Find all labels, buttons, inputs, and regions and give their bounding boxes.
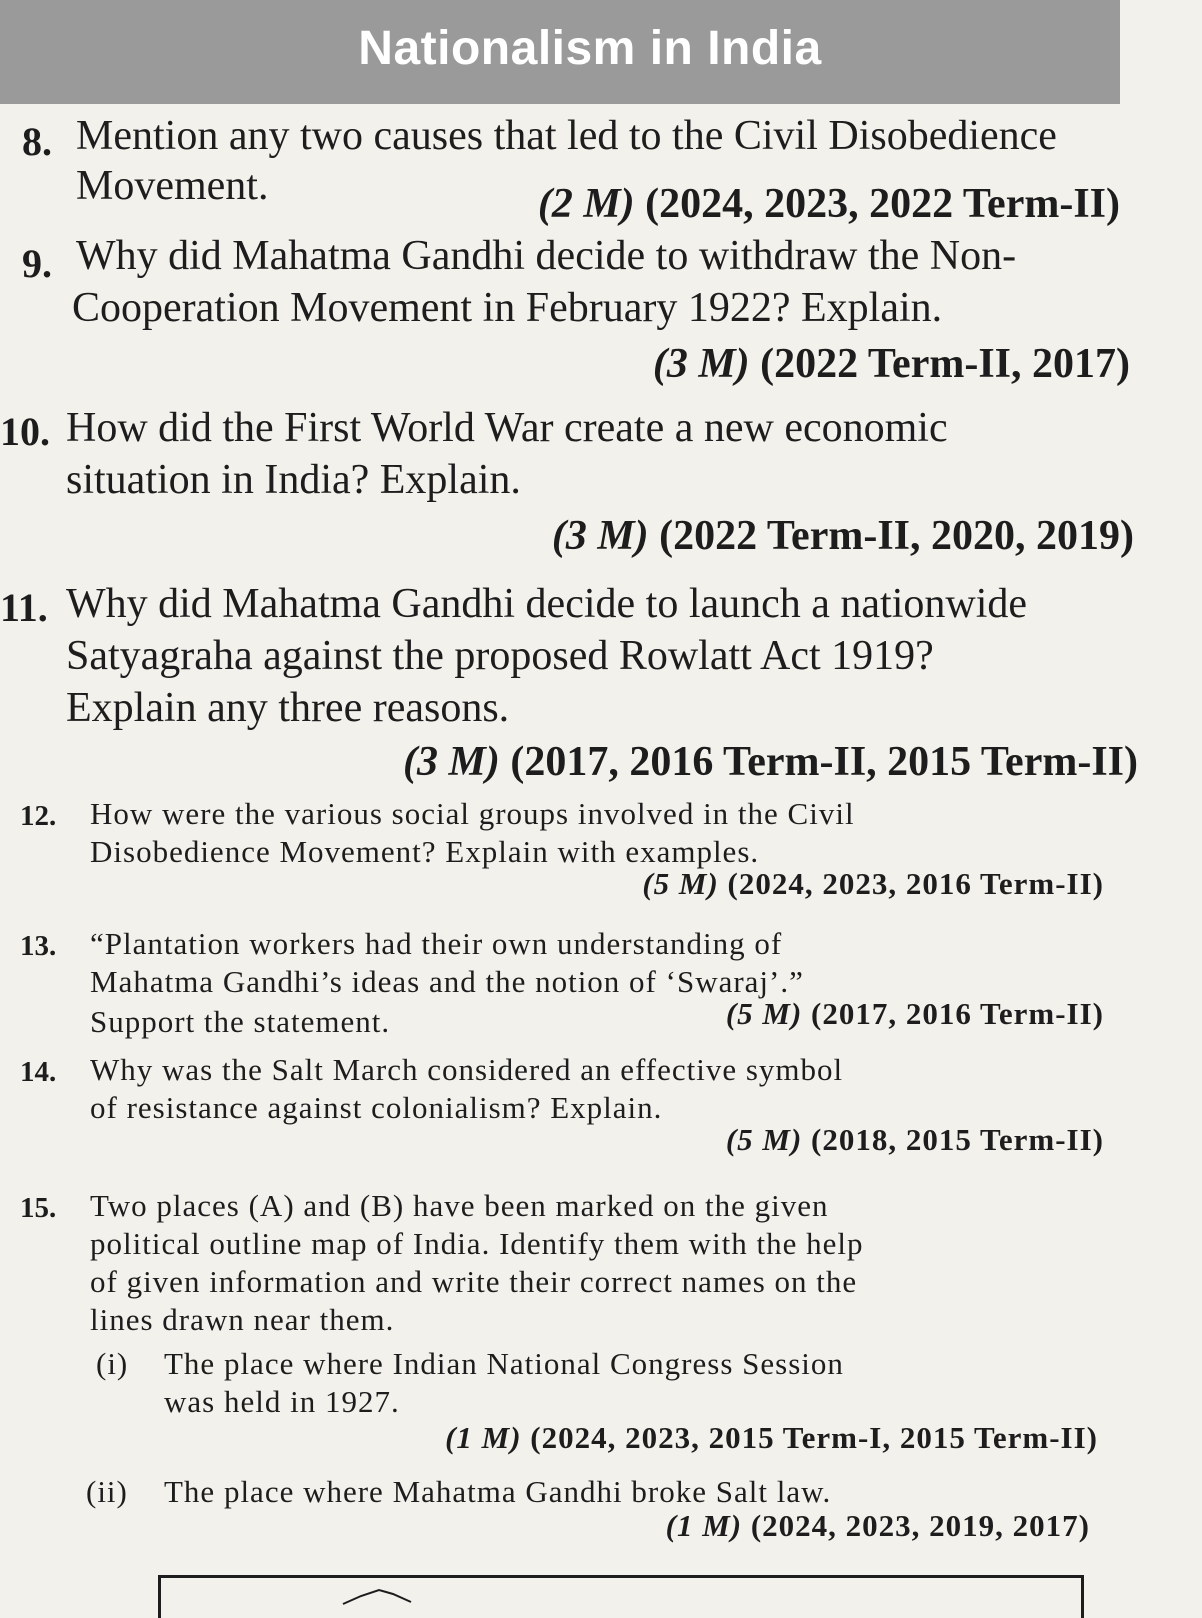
question-number: 11. (0, 585, 48, 630)
map-frame (158, 1575, 1084, 1618)
marks-info: (1 M) (2024, 2023, 2019, 2017) (665, 1508, 1090, 1543)
map-outline-icon (341, 1586, 421, 1606)
question-number: 13. (20, 930, 57, 962)
question-number: 9. (22, 241, 52, 286)
marks-info: (3 M) (2022 Term-II, 2020, 2019) (551, 513, 1134, 559)
subpart-label: (ii) (86, 1474, 128, 1509)
marks-info: (1 M) (2024, 2023, 2015 Term-I, 2015 Term-II) (445, 1420, 1098, 1455)
subpart-text-line: was held in 1927. (164, 1384, 400, 1419)
question-text-line: Why did Mahatma Gandhi decide to launch a nationwide (66, 581, 1028, 627)
question-text-line: How did the First World War create a new economic (66, 405, 948, 451)
marks-info: (3 M) (2022 Term-II, 2017) (652, 341, 1130, 387)
question-text-line: Two places (A) and (B) have been marked on the given (90, 1188, 829, 1223)
subpart-label: (i) (96, 1346, 129, 1381)
question-number: 12. (20, 800, 57, 832)
question-text-line: situation in India? Explain. (66, 457, 521, 503)
question-text-line: How were the various social groups involved in the Civil (90, 796, 855, 831)
marks-info: (5 M) (2018, 2015 Term-II) (725, 1122, 1104, 1157)
question-text-line: of resistance against colonialism? Explain. (90, 1090, 663, 1125)
marks-info: (5 M) (2017, 2016 Term-II) (725, 996, 1104, 1031)
question-text-line: Satyagraha against the proposed Rowlatt Act 1919? (66, 633, 934, 679)
subpart-text-line: The place where Indian National Congress Session (164, 1346, 844, 1381)
question-text-line: “Plantation workers had their own understanding of (90, 926, 783, 961)
question-text-line: Explain any three reasons. (66, 685, 510, 731)
chapter-title: Nationalism in India (358, 21, 822, 75)
question-text-line: of given information and write their correct names on the (90, 1264, 858, 1299)
chapter-header (0, 0, 1120, 104)
question-number: 15. (20, 1192, 57, 1224)
marks-info: (2 M) (2024, 2023, 2022 Term-II) (537, 181, 1120, 227)
question-number: 10. (0, 409, 50, 454)
question-text-line: lines drawn near them. (90, 1302, 395, 1337)
question-text-line: Support the statement. (90, 1004, 391, 1039)
question-text-line: political outline map of India. Identify them with the help (90, 1226, 864, 1261)
marks-info: (3 M) (2017, 2016 Term-II, 2015 Term-II) (403, 739, 1138, 785)
question-number: 8. (22, 119, 52, 164)
marks-info: (5 M) (2024, 2023, 2016 Term-II) (642, 866, 1104, 901)
question-text-line: Mahatma Gandhi’s ideas and the notion of ‘Swaraj’.” (90, 964, 804, 999)
question-text-line: Mention any two causes that led to the Civil Disobedience (76, 113, 1057, 159)
question-text-line: Disobedience Movement? Explain with examples. (90, 834, 760, 869)
question-number: 14. (20, 1056, 57, 1088)
question-text-line: Why did Mahatma Gandhi decide to withdraw the Non- (76, 233, 1017, 279)
question-text-line: Cooperation Movement in February 1922? Explain. (72, 285, 943, 331)
subpart-text-line: The place where Mahatma Gandhi broke Salt law. (164, 1474, 832, 1509)
question-text-line: Why was the Salt March considered an effective symbol (90, 1052, 844, 1087)
question-text-line: Movement. (76, 163, 269, 209)
